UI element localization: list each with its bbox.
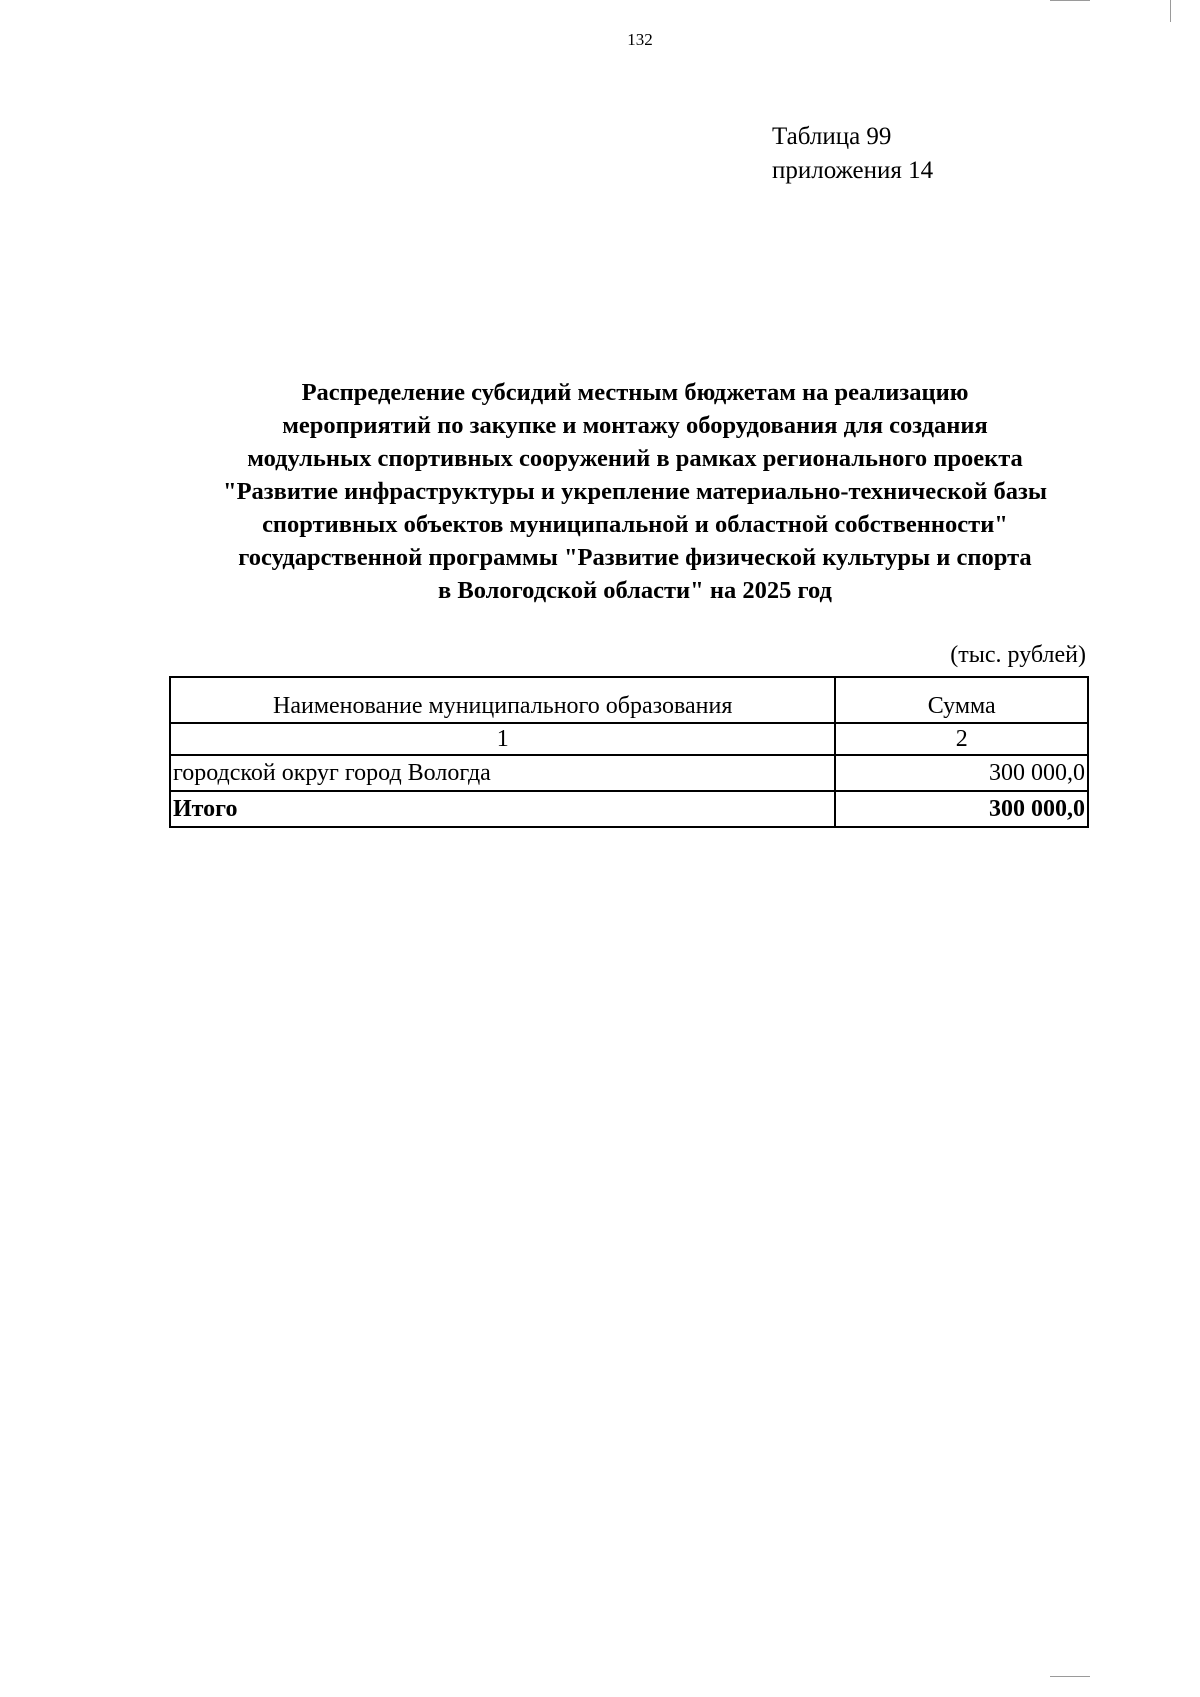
units-label: (тыс. рублей) (950, 642, 1086, 668)
table-reference (772, 120, 933, 188)
total-label: Итого (170, 791, 835, 827)
column-number-row (170, 723, 1088, 755)
scan-artifact (1050, 0, 1090, 1)
municipality-name: городской округ город Вологда (170, 755, 835, 791)
table-reference-number: Таблица 99 (772, 123, 892, 150)
total-amount: 300 000,0 (835, 791, 1088, 827)
table-reference-appendix: приложения 14 (772, 157, 934, 184)
title-line: спортивных объектов муниципальной и областной собственности" (262, 511, 1008, 538)
scan-artifact (1050, 1676, 1090, 1677)
page-number: 132 (627, 30, 653, 49)
title-line: "Развитие инфраструктуры и укрепление материально-технической базы (222, 478, 1048, 505)
scan-artifact (1170, 0, 1171, 22)
title-line: Распределение субсидий местным бюджетам на реализацию (301, 379, 969, 406)
subsidy-amount: 300 000,0 (835, 755, 1088, 791)
column-number-2: 2 (835, 723, 1088, 755)
column-number-1: 1 (170, 723, 835, 755)
total-row (170, 791, 1088, 827)
table-header-row (170, 677, 1088, 723)
document-title (170, 376, 1100, 607)
title-line: модульных спортивных сооружений в рамках регионального проекта (247, 445, 1023, 472)
subsidy-table (169, 676, 1089, 828)
title-line: мероприятий по закупке и монтажу оборудования для создания (282, 412, 988, 439)
header-municipality: Наименование муниципального образования (170, 677, 835, 723)
title-line: государственной программы "Развитие физической культуры и спорта (238, 544, 1032, 571)
title-line: в Вологодской области" на 2025 год (438, 577, 832, 604)
table-row (170, 755, 1088, 791)
header-amount: Сумма (835, 677, 1088, 723)
